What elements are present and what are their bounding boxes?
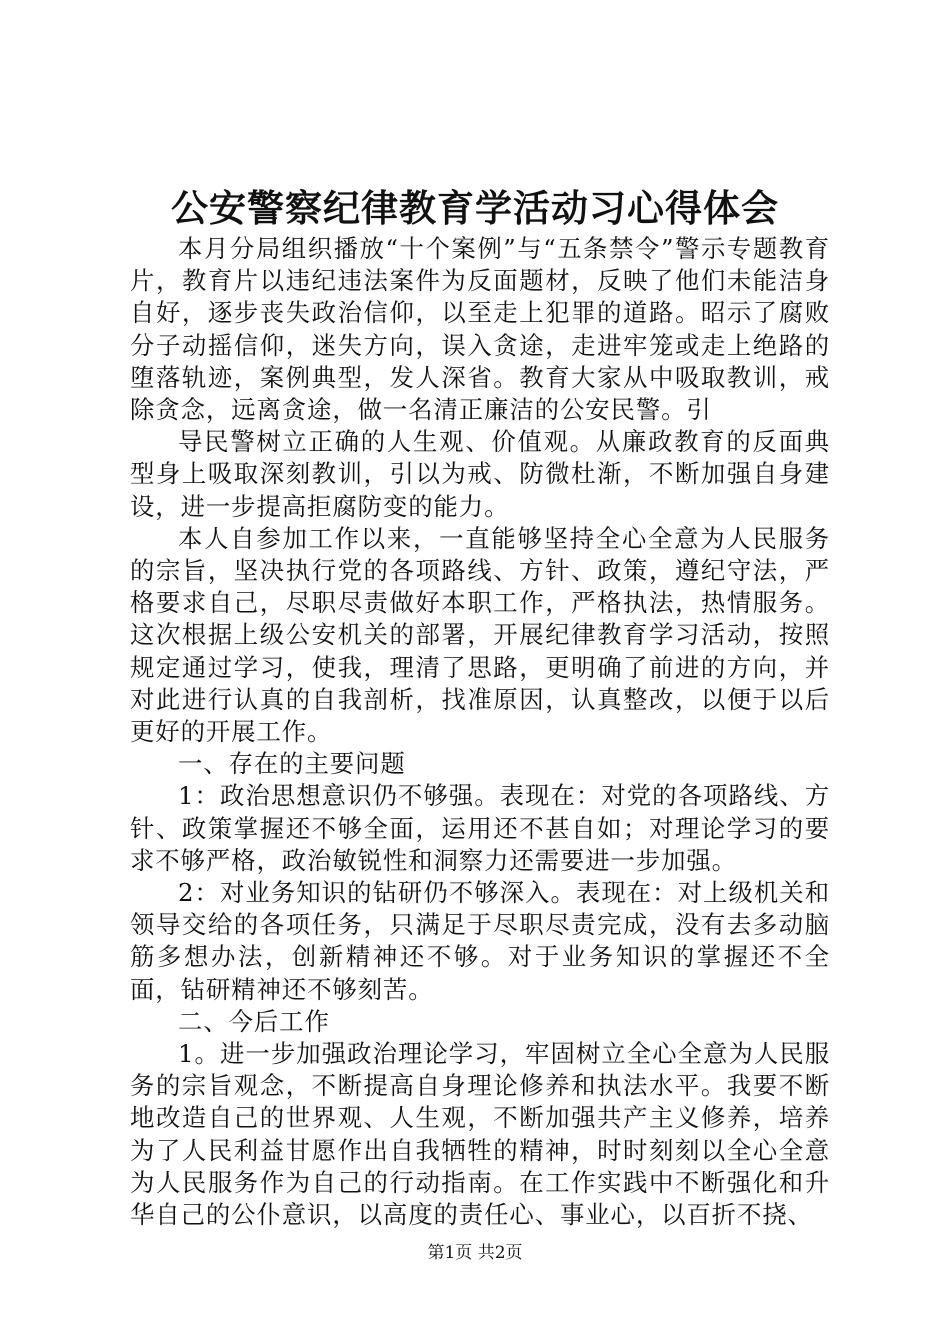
paragraph-self-review: 本人自参加工作以来，一直能够坚持全心全意为人民服务的宗旨，坚决执行党的各项路线、方针、政策，遵纪守法，严格要求自己，尽职尽责做好本职工作，严格执法，热情服务。这次根据上级公安机关的部署，开展纪律教育学习活动，按照规定通过学习，使我，理清了思路，更明确了前进的方向，并对此进行认真的自我剖析，找准原因，认真整改，以便于以后更好的开展工作。 (130, 523, 830, 747)
section-heading-future-work: 二、今后工作 (178, 1006, 330, 1036)
document-title: 公安警察纪律教育学活动习心得体会 (171, 186, 779, 230)
paragraph-future-1: 1。进一步加强政治理论学习，牢固树立全心全意为人民服务的宗旨观念，不断提高自身理论修养和执法水平。我要不断地改造自己的世界观、人生观，不断加强共产主义修养，培养为了人民利益甘愿作出自我牺牲的精神，时时刻刻以全心全意为人民服务作为自己的行动指南。在工作实践中不断强化和升华自己的公仆意识，以高度的责任心、事业心，以百折不挠、 (130, 1039, 830, 1230)
document-body (130, 233, 830, 1231)
paragraph-guidance: 导民警树立正确的人生观、价值观。从廉政教育的反面典型身上吸取深刻教训，引以为戒、防微杜渐，不断加强自身建设，进一步提高拒腐防变的能力。 (130, 427, 830, 521)
paragraph-problem-2: 2：对业务知识的钻研仍不够深入。表现在：对上级机关和领导交给的各项任务，只满足于尽职尽责完成，没有去多动脑筋多想办法，创新精神还不够。对于业务知识的掌握还不全面，钻研精神还不够刻苦。 (130, 878, 830, 1004)
paragraph-problem-1: 1：政治思想意识仍不够强。表现在：对党的各项路线、方针、政策掌握还不够全面，运用还不甚自如；对理论学习的要求不够严格，政治敏锐性和洞察力还需要进一步加强。 (130, 781, 830, 875)
section-heading-problems: 一、存在的主要问题 (178, 749, 406, 779)
page-number-footer: 第1页 共2页 (427, 1243, 523, 1263)
paragraph-intro: 本月分局组织播放“十个案例”与“五条禁令”警示专题教育片，教育片以违纪违法案件为反面题材，反映了他们未能洁身自好，逐步丧失政治信仰，以至走上犯罪的道路。昭示了腐败分子动摇信仰，迷失方向，误入贪途，走进牢笼或走上绝路的堕落轨迹，案例典型，发人深省。教育大家从中吸取教训，戒除贪念，远离贪途，做一名清正廉洁的公安民警。引 (130, 234, 830, 425)
